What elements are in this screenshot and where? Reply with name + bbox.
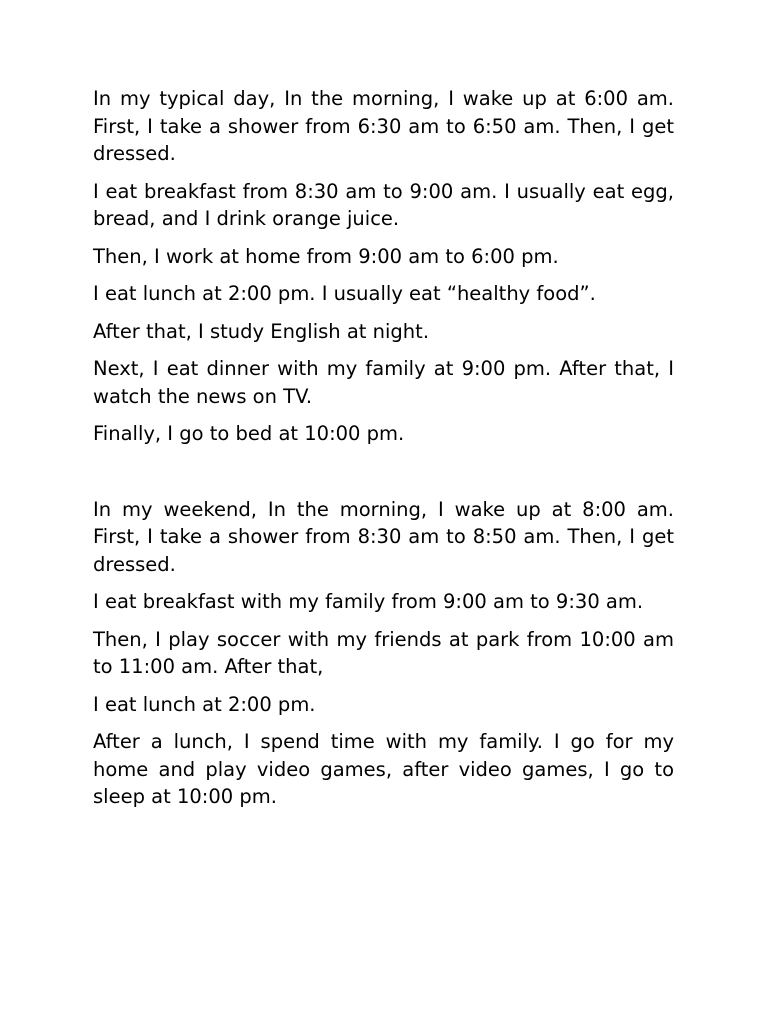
paragraph: After a lunch, I spend time with my family. I go for my home and play video games, after video games, I go to sleep at 10:00 pm. <box>93 730 674 808</box>
paragraph: Then, I work at home from 9:00 am to 6:00 pm. <box>93 244 559 268</box>
section-weekend <box>93 496 674 811</box>
paragraph: Finally, I go to bed at 10:00 pm. <box>93 422 405 445</box>
paragraph: I eat lunch at 2:00 pm. I usually eat “healthy food”. <box>93 282 596 305</box>
paragraph: In my typical day, In the morning, I wake up at 6:00 am. First, I take a shower from 6:30 am to 6:50 am. Then, I get dressed. <box>93 87 674 165</box>
document-page <box>93 85 674 821</box>
paragraph: In my weekend, In the morning, I wake up at 8:00 am. First, I take a shower from 8:30 am to 8:50 am. Then, I get dressed. <box>93 497 674 576</box>
section-typical-day <box>93 85 674 448</box>
section-spacer <box>93 458 674 496</box>
paragraph: I eat lunch at 2:00 pm. <box>93 692 316 716</box>
paragraph: I eat breakfast from 8:30 am to 9:00 am. I usually eat egg, bread, and I drink orange juice. <box>93 179 674 230</box>
paragraph: After that, I study English at night. <box>93 319 430 343</box>
paragraph: Next, I eat dinner with my family at 9:00 pm. After that, I watch the news on TV. <box>93 357 674 408</box>
paragraph: Then, I play soccer with my friends at park from 10:00 am to 11:00 am. After that, <box>93 627 674 678</box>
paragraph: I eat breakfast with my family from 9:00 am to 9:30 am. <box>93 590 644 613</box>
